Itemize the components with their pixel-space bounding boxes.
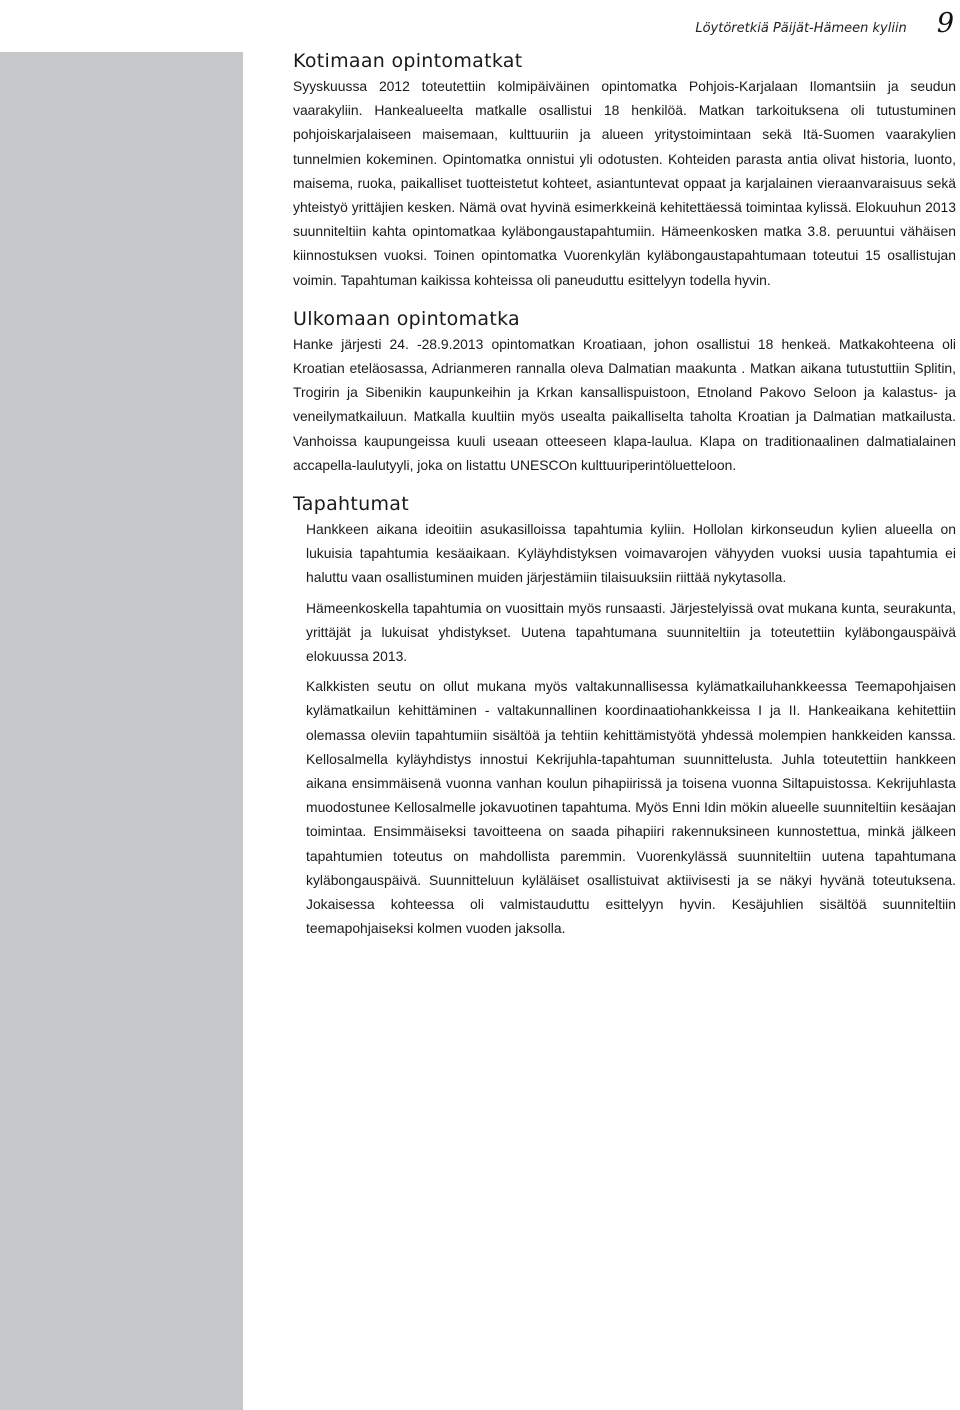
body-paragraph: Hanke järjesti 24. -28.9.2013 opintomatkan Kroatiaan, johon osallistui 18 henkeä. Matkakohteena oli Kroatian eteläosassa, Adrianmeren rannalla oleva Dalmatian maakunta . Matkan aikana tutustuttiin Splitin, Trogirin ja Sibenikin kaupunkeihin ja Krkan kansallispuistoon, Etnoland Pakovo Seloon ja kalastus- ja veneilymatkailuun. Matkalla kuultiin myös usealta paikalliselta taholta Kroatian ja Dalmatian matkailusta. Vanhoissa kaupungeissa kuuli useaan otteeseen klapa-laulua. Klapa on traditionaalinen dalmatialainen accapella-laulutyyli, joka on listattu UNESCOn kulttuuriperintöluetteloon.	[293, 335, 956, 473]
section-heading: Tapahtumat	[293, 493, 409, 516]
running-header-title: Löytöretkiä Päijät-Hämeen kyliin	[695, 21, 907, 36]
section-kotimaan-opintomatkat	[293, 48, 956, 292]
body-paragraph: Kalkkisten seutu on ollut mukana myös valtakunnallisessa kylämatkailuhankkeessa Teemapohjaisen kylämatkailun kehittäminen - valtakunnallinen koordinaatiohankkeissa I ja II. Hankeaikana kehitettiin olemassa oleviin tapahtumiin sisältöä ja tehtiin kehittämistyötä yhdessä molempien hankkeiden kanssa. Kellosalmella kyläyhdistys innostui Kekrijuhla-tapahtuman suunnittelusta. Juhla toteutettiin hankkeen aikana ensimmäisenä vuonna vanhan koulun pihapiirissä ja toisena vuonna Siltapuistossa. Kekrijuhlasta muodostunee Kellosalmelle jokavuotinen tapahtuma. Myös Enni Idin mökin alueelle suunniteltiin kesäajan toimintaa. Ensimmäiseksi tavoitteena on saada pihapiiri rakennuksineen kunnostettua, minkä jälkeen tapahtumien toteutus on mahdollista paremmin. Vuorenkylässä suunniteltiin uutena tapahtumana kyläbongauspäivä. Suunnitteluun kyläläiset osallistuivat aktiivisesti ja se näkyi hyvänä toteutuksena. Jokaisessa kohteessa oli valmistauduttu esittelyyn hyvin. Kesäjuhlien sisältöä suunniteltiin teemapohjaiseksi kolmen vuoden jaksolla.	[306, 678, 956, 937]
section-tapahtumat	[293, 491, 956, 940]
body-paragraph: Syyskuussa 2012 toteutettiin kolmipäiväinen opintomatka Pohjois-Karjalaan Ilomantsiin ja seudun vaarakyliin. Hankealueelta matkalle osallistui 18 henkilöä. Matkan tarkoituksena oli tutustuminen pohjoiskarjalaiseen maisemaan, kulttuuriin ja alueen yritystoimintaan sekä Itä-Suomen vaarakylien tunnelmien kokeminen. Opintomatka onnistui yli odotusten. Kohteiden parasta antia olivat historia, luonto, maisema, ruoka, paikalliset tuotteistetut kohteet, asiantuntevat oppaat ja karjalainen vieraanvaraisuus sekä yhteistyö yrittäjien kesken. Nämä ovat hyvinä esimerkkeinä kehitettäessä toimintaa kylissä. Elokuuhun 2013 suunniteltiin kahta opintomatkaa kyläbongaustapahtumiin. Hämeenkosken matka 3.8. peruuntui vähäisen kiinnostuksen vuoksi. Toinen opintomatka Vuorenkylän kyläbongaustapahtumaan toteutui 15 osallistujan voimin. Tapahtuman kaikissa kohteissa oli paneuduttu esittelyyn todella hyvin.	[293, 78, 956, 288]
sidebar-band	[0, 52, 243, 1410]
section-ulkomaan-opintomatka	[293, 306, 956, 477]
running-header	[695, 8, 954, 39]
body-paragraph: Hämeenkoskella tapahtumia on vuosittain myös runsaasti. Järjestelyissä ovat mukana kunta, seurakunta, yrittäjät ja lukuisat yhdistykset. Uutena tapahtumana suunniteltiin ja toteutettiin kyläbongauspäivä elokuussa 2013.	[306, 599, 956, 665]
main-content	[293, 48, 956, 941]
section-heading: Ulkomaan opintomatka	[293, 307, 521, 330]
body-paragraph: Hankkeen aikana ideoitiin asukasilloissa tapahtumia kyliin. Hollolan kirkonseudun kylien alueella on lukuisia tapahtumia kesäaikaan. Kyläyhdistyksen voimavarojen vähyyden vuoksi uusia tapahtumia ei haluttu vaan osallistuminen muiden järjestämiin tilaisuuksiin riittää nykytasolla.	[306, 521, 956, 586]
page-number: 9	[936, 8, 954, 39]
section-heading: Kotimaan opintomatkat	[293, 50, 523, 72]
